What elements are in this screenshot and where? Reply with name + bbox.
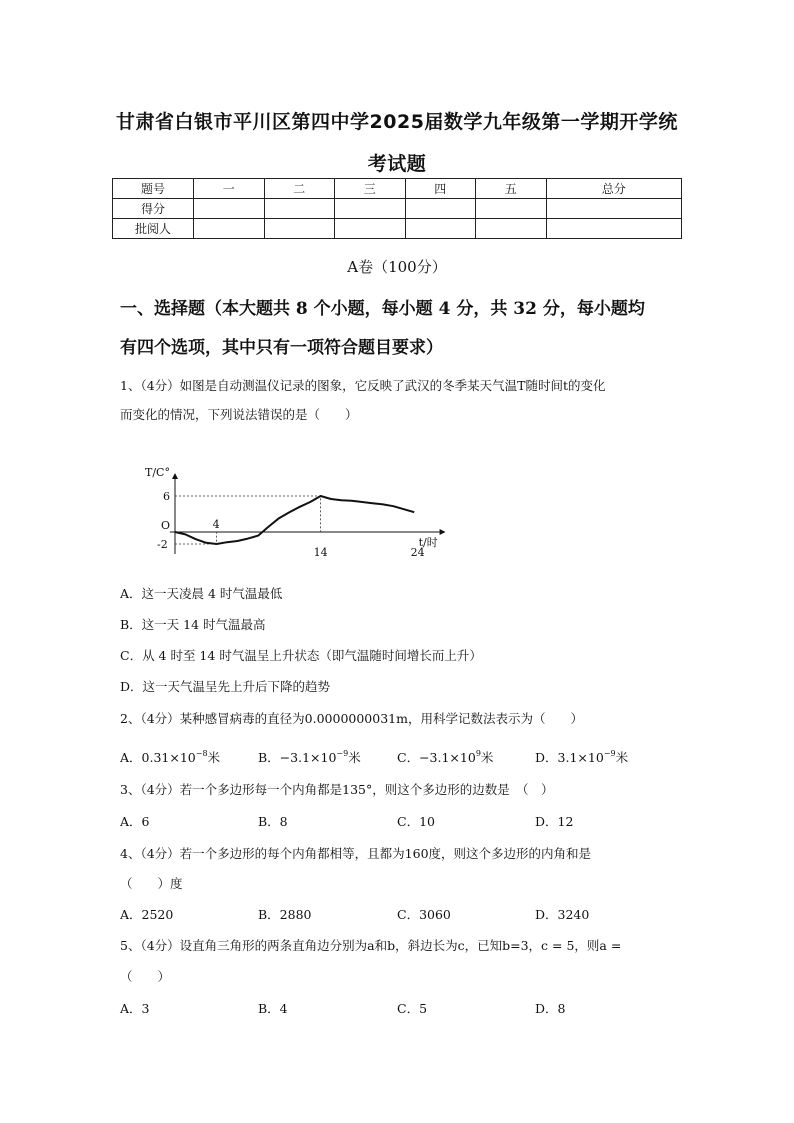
q4-stem-line2: （ ）度 [120,876,183,891]
temperature-chart [135,452,438,572]
x-axis-label: t/时 [418,536,438,549]
score-cell[interactable] [476,199,547,219]
volume-label: A卷（100分） [347,258,447,276]
x-tick-label: 24 [410,546,425,559]
option-exponent: 9 [475,749,481,758]
score-table-row [113,199,682,219]
option-coefficient: −3.1×10 [419,750,476,765]
q1-stem-line2: 而变化的情况，下列说法错误的是（ ） [120,407,358,422]
section-heading-line1: 一、选择题（本大题共 8 个小题，每小题 4 分，共 32 分，每小题均 [120,299,645,319]
score-table [112,178,682,239]
option-coefficient: 3.1×10 [557,750,604,765]
option-letter: C． [397,750,420,765]
score-row-label: 批阅人 [113,219,194,239]
exam-title-line2: 考试题 [367,153,427,175]
score-cell[interactable] [546,199,682,219]
score-table-header-row [113,179,682,199]
q5-stem-line1: 5、（4分）设直角三角形的两条直角边分别为a和b，斜边长为c，已知b=3，c = 5，则a = [120,938,622,953]
q5-option-d[interactable]: D．8 [535,1001,566,1016]
score-cell[interactable] [476,219,547,239]
option-letter: B． [258,750,280,765]
y-axis-label: T/C° [145,466,170,479]
q4-option-a[interactable]: A．2520 [120,907,174,922]
score-cell-header: 二 [264,179,335,199]
option-unit: 米 [348,750,361,765]
score-cell[interactable] [264,219,335,239]
q3-option-b[interactable]: B．8 [258,814,288,829]
option-exponent: −9 [336,749,349,758]
q4-option-c[interactable]: C．3060 [397,907,451,922]
q1-option-a[interactable]: A．这一天凌晨 4 时气温最低 [120,586,283,601]
score-cell[interactable] [405,199,476,219]
temperature-series-line [175,496,414,544]
score-cell[interactable] [405,219,476,239]
q5-stem-line2: （ ） [120,969,171,984]
q3-option-a[interactable]: A．6 [120,814,150,829]
option-coefficient: 0.31×10 [141,750,196,765]
y-tick-label: 6 [163,490,170,503]
q5-option-b[interactable]: B．4 [258,1001,288,1016]
q3-stem: 3、（4分）若一个多边形每一个内角都是135°，则这个多边形的边数是 （ ） [120,782,554,797]
option-coefficient: −3.1×10 [279,750,337,765]
q4-option-b[interactable]: B．2880 [258,907,312,922]
q2-option-d[interactable] [535,745,628,767]
score-row-label: 得分 [113,199,194,219]
option-unit: 米 [207,750,221,765]
score-cell[interactable] [194,199,265,219]
q1-option-b[interactable]: B．这一天 14 时气温最高 [120,617,266,632]
q3-option-d[interactable]: D．12 [535,814,574,829]
score-cell-header: 五 [476,179,547,199]
q2-option-b[interactable] [258,745,361,767]
q2-option-c[interactable] [397,745,493,767]
option-unit: 米 [480,750,494,765]
section-heading-line2: 有四个选项，其中只有一项符合题目要求） [120,338,443,358]
origin-label: O [161,519,171,532]
y-tick-label: -2 [157,538,168,551]
x-tick-label: 4 [212,518,220,531]
score-cell[interactable] [194,219,265,239]
max-guide-line [175,496,321,532]
score-cell-header: 三 [335,179,406,199]
option-letter: A． [120,750,142,765]
score-table-row [113,219,682,239]
q1-stem-line1: 1、（4分）如图是自动测温仪记录的图象，它反映了武汉的冬季某天气温T随时间t的变化 [120,378,606,393]
q5-option-a[interactable]: A．3 [120,1001,150,1016]
option-letter: D． [535,750,558,765]
q1-option-c[interactable]: C．从 4 时至 14 时气温呈上升状态（即气温随时间增长而上升） [120,648,482,663]
exam-title-line1: 甘肃省白银市平川区第四中学2025届数学九年级第一学期开学统 [116,111,678,133]
score-cell-header: 一 [194,179,265,199]
q5-option-c[interactable]: C．5 [397,1001,428,1016]
score-cell[interactable] [335,219,406,239]
q1-option-d[interactable]: D．这一天气温呈先上升后下降的趋势 [120,679,331,694]
score-cell-header: 题号 [113,179,194,199]
score-cell-header: 总分 [546,179,682,199]
q2-stem: 2、（4分）某种感冒病毒的直径为0.0000000031m，用科学记数法表示为（ ） [120,711,583,726]
x-tick-label: 14 [313,546,328,559]
score-cell[interactable] [264,199,335,219]
option-unit: 米 [615,750,629,765]
q3-option-c[interactable]: C．10 [397,814,435,829]
score-cell[interactable] [335,199,406,219]
q4-stem-line1: 4、（4分）若一个多边形的每个内角都相等，且都为160度，则这个多边形的内角和是 [120,846,592,861]
q4-option-d[interactable]: D．3240 [535,907,590,922]
q2-option-a[interactable] [120,745,220,767]
option-exponent: −8 [195,749,208,758]
score-cell-header: 四 [405,179,476,199]
option-exponent: −9 [603,749,616,758]
score-cell[interactable] [546,219,682,239]
